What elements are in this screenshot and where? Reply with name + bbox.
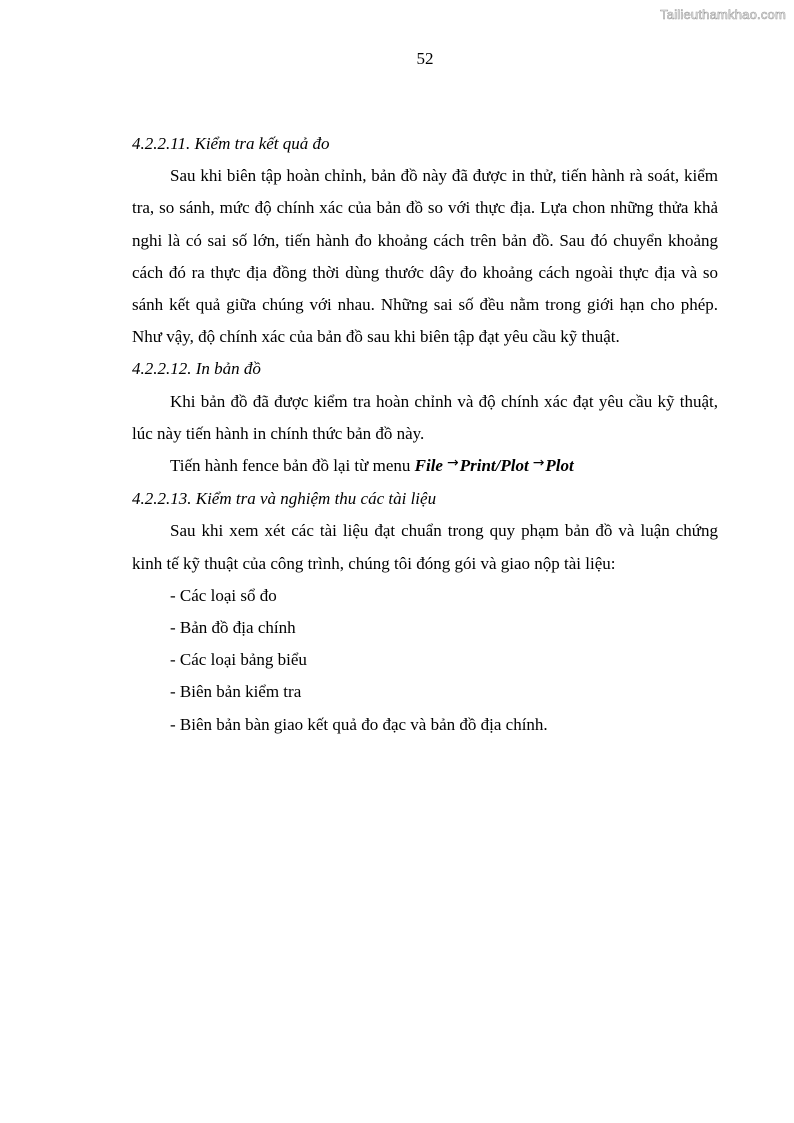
menu-instruction-line: [132, 450, 718, 483]
arrow-right-icon: →: [532, 455, 545, 472]
section-heading-4-2-2-12: 4.2.2.12. In bản đồ: [132, 359, 261, 379]
section-paragraph-4-2-2-13: Sau khi xem xét các tài liệu đạt chuẩn trong quy phạm bản đồ và luận chứng kinh tế kỹ thuật của công trình, chúng tôi đóng gói và giao nộp tài liệu:: [132, 521, 718, 573]
arrow-right-icon: →: [446, 455, 459, 472]
list-item: - Biên bản kiểm tra: [170, 682, 302, 702]
menu-item-plot: Plot: [545, 456, 574, 476]
menu-item-file: File: [414, 456, 443, 476]
list-item: - Các loại sổ đo: [170, 585, 277, 605]
list-item: - Các loại bảng biểu: [170, 650, 307, 670]
page-number: 52: [416, 49, 434, 68]
menu-item-print-plot: Print/Plot: [459, 456, 529, 476]
section-paragraph-4-2-2-11: Sau khi biên tập hoàn chỉnh, bản đồ này đã được in thử, tiến hành rà soát, kiểm tra, so sánh, mức độ chính xác của bản đồ so với thực địa. Lựa chon những thửa khả nghi là có sai số lớn, tiến hành đo khoảng cách trên bản đồ. Sau đó chuyển khoảng cách đó ra thực địa đồng thời dùng thước dây đo khoảng cách ngoài thực địa và so sánh kết quả giữa chúng với nhau. Những sai số đều nằm trong giới hạn cho phép. Như vậy, độ chính xác của bản đồ sau khi biên tập đạt yêu cầu kỹ thuật.: [132, 166, 718, 347]
list-item: - Bản đồ địa chính: [170, 618, 296, 638]
menu-instruction-prefix: Tiến hành fence bản đồ lại từ menu: [170, 456, 415, 476]
watermark-text: Tailieuthamkhao.com: [660, 7, 786, 22]
section-paragraph-4-2-2-12: Khi bản đồ đã được kiểm tra hoàn chỉnh và độ chính xác đạt yêu cầu kỹ thuật, lúc này tiến hành in chính thức bản đồ này.: [132, 391, 718, 443]
document-body: [132, 128, 718, 741]
section-heading-4-2-2-11: 4.2.2.11. Kiểm tra kết quả đo: [132, 134, 330, 153]
section-heading-4-2-2-13: 4.2.2.13. Kiểm tra và nghiệm thu các tài liệu: [132, 489, 437, 509]
list-item: - Biên bản bàn giao kết quả đo đạc và bản đồ địa chính.: [170, 714, 548, 734]
